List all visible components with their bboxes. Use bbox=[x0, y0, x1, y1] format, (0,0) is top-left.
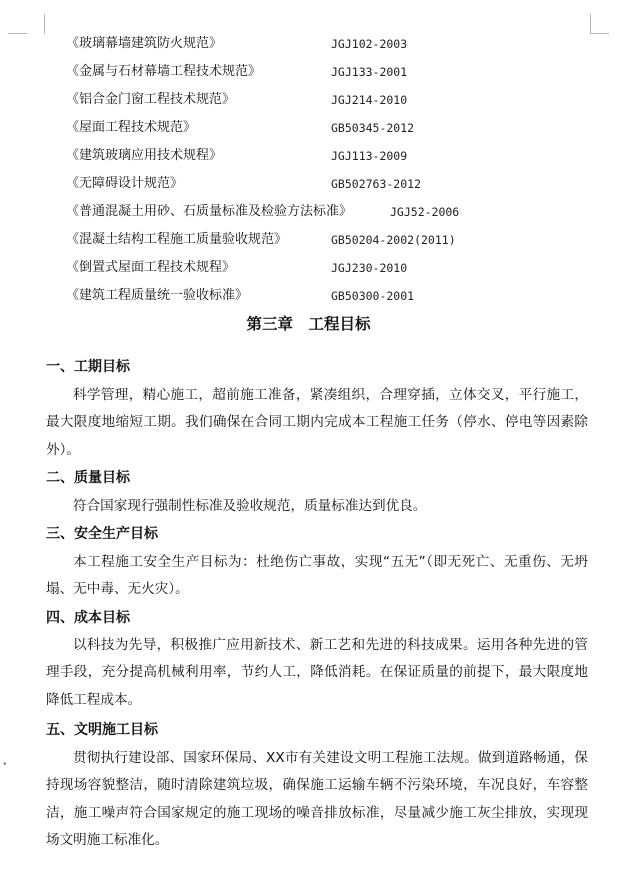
reference-title: 《建筑玻璃应用技术规程》 bbox=[66, 148, 223, 163]
reference-code: JGJ52-2006 bbox=[390, 205, 460, 219]
section-body: 本工程施工安全生产目标为：杜绝伤亡事故，实现“五无”（即无死亡、无重伤、无坍塌、无中毒、无火灾）。 bbox=[46, 554, 588, 598]
reference-title: 《混凝土结构工程施工质量验收规范》 bbox=[66, 232, 288, 247]
reference-title: 《铝合金门窗工程技术规范》 bbox=[66, 92, 236, 107]
section-heading: 三、安全生产目标 bbox=[46, 526, 158, 542]
reference-title: 《普通混凝土用砂、石质量标准及检验方法标准》 bbox=[66, 204, 353, 219]
chapter-title: 第三章 工程目标 bbox=[246, 315, 371, 333]
section-body: 以科技为先导，积极推广应用新技术、新工艺和先进的科技成果。运用各种先进的管理手段，充分提高机械利用率，节约人工，降低消耗。在保证质量的前提下，最大限度地降低工程成本。 bbox=[46, 637, 588, 708]
reference-code: GB50345-2012 bbox=[331, 121, 415, 135]
reference-title: 《无障碍设计规范》 bbox=[66, 176, 184, 191]
reference-code: GB50204-2002(2011) bbox=[331, 233, 456, 247]
reference-title: 《屋面工程技术规范》 bbox=[66, 120, 197, 135]
reference-code: JGJ102-2003 bbox=[331, 37, 408, 51]
reference-title: 《金属与石材幕墙工程技术规范》 bbox=[66, 64, 262, 79]
crop-mark-top-left-horizontal bbox=[8, 33, 27, 34]
reference-title: 《建筑工程质量统一验收标准》 bbox=[66, 288, 249, 303]
reference-title: 《倒置式屋面工程技术规程》 bbox=[66, 260, 236, 275]
reference-code: GB50300-2001 bbox=[331, 289, 415, 303]
reference-code: JGJ113-2009 bbox=[331, 149, 408, 163]
section-body: 科学管理，精心施工，超前施工准备，紧凑组织，合理穿插，立体交叉，平行施工，最大限度地缩短工期。我们确保在合同工期内完成本工程施工任务（停水、停电等因素除外）。 bbox=[46, 387, 588, 458]
crop-mark-top-left bbox=[26, 14, 45, 34]
section-heading: 二、质量目标 bbox=[46, 470, 130, 486]
reference-code: JGJ230-2010 bbox=[331, 261, 408, 275]
reference-code: GB502763-2012 bbox=[331, 177, 422, 191]
reference-title: 《玻璃幕墙建筑防火规范》 bbox=[66, 36, 223, 51]
section-body: 贯彻执行建设部、国家环保局、XX市有关建设文明工程施工法规。做到道路畅通，保持现场容貌整洁，随时清除建筑垃圾，确保施工运输车辆不污染环境，车况良好，车容整洁，施工噪声符合国家规定的施工现场的噪音排放标准，尽量减少施工灰尘排放，实现现场文明施工标准化。 bbox=[46, 750, 588, 849]
crop-mark-top-right bbox=[590, 14, 609, 34]
reference-code: JGJ214-2010 bbox=[331, 93, 408, 107]
section-body: 符合国家现行强制性标准及验收规范，质量标准达到优良。 bbox=[73, 498, 427, 514]
reference-code: JGJ133-2001 bbox=[331, 65, 408, 79]
margin-arrow-icon: ▾ bbox=[3, 760, 7, 768]
section-heading: 五、文明施工目标 bbox=[46, 722, 158, 738]
crop-mark-top-right-horizontal bbox=[590, 33, 609, 34]
section-heading: 一、工期目标 bbox=[46, 359, 130, 375]
section-heading: 四、成本目标 bbox=[46, 610, 130, 626]
